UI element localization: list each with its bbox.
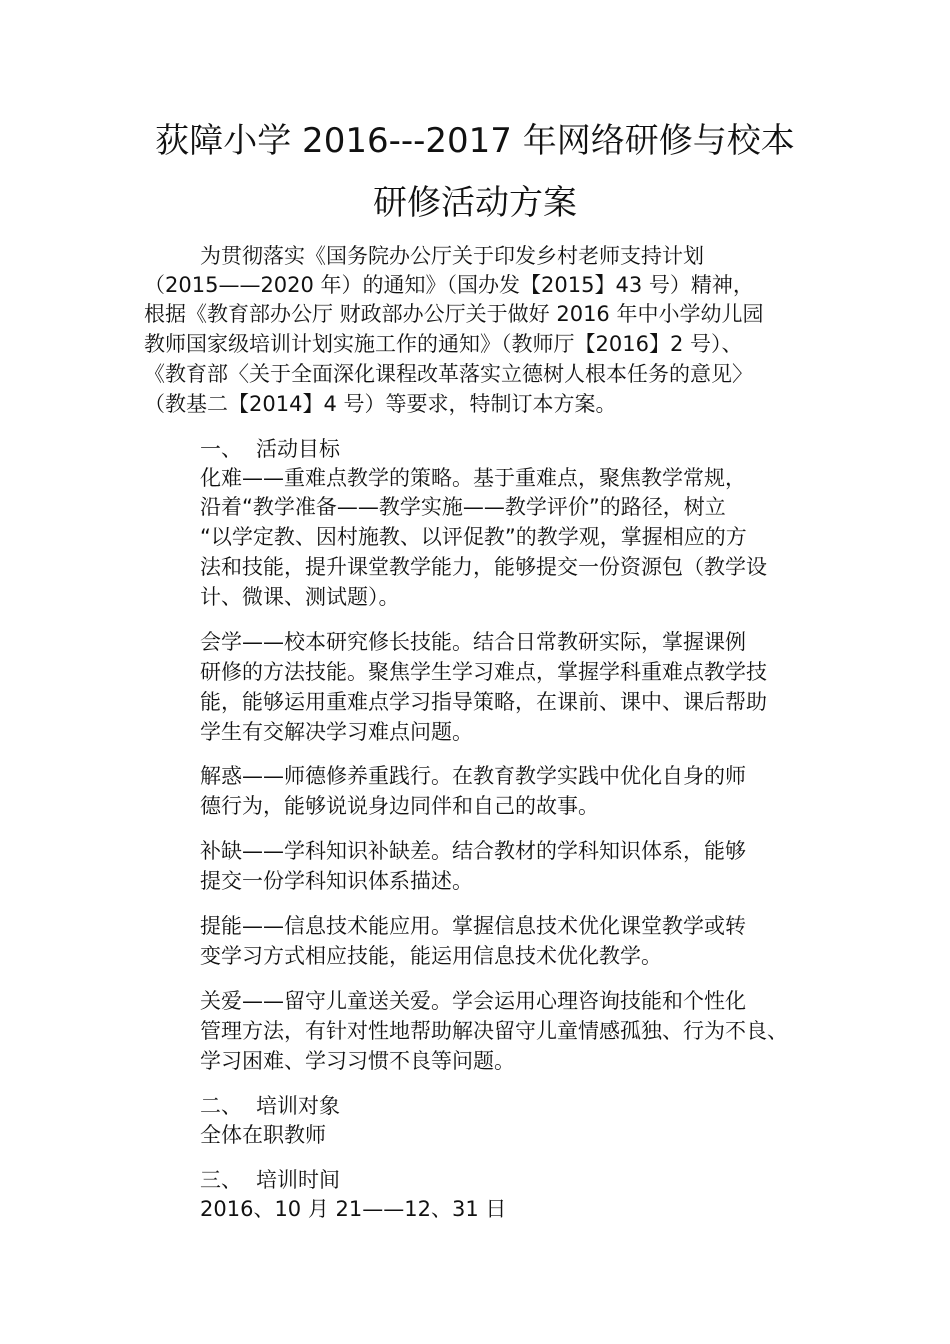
paragraph-line: 研修的方法技能。聚焦学生学习难点，掌握学科重难点教学技 bbox=[200, 660, 767, 684]
section-number: 一、 bbox=[200, 437, 242, 461]
section-heading-text: 培训对象 bbox=[256, 1094, 340, 1118]
paragraph-line: 关爱——留守儿童送关爱。学会运用心理咨询技能和个性化 bbox=[200, 989, 746, 1013]
paragraph-line: 法和技能，提升课堂教学能力，能够提交一份资源包（教学设 bbox=[200, 555, 767, 579]
section-heading-text: 培训时间 bbox=[256, 1168, 340, 1192]
paragraph-line: 全体在职教师 bbox=[200, 1123, 326, 1147]
paragraph-line: 德行为，能够说说身边同伴和自己的故事。 bbox=[200, 794, 599, 818]
section-number: 三、 bbox=[200, 1168, 242, 1192]
paragraph-line: 学生有交解决学习难点问题。 bbox=[200, 720, 473, 744]
intro-line: （2015——2020 年）的通知》（国办发【2015】43 号）精神， bbox=[144, 273, 754, 297]
section-number: 二、 bbox=[200, 1094, 242, 1118]
paragraph-line: 管理方法，有针对性地帮助解决留守儿童情感孤独、行为不良、 bbox=[200, 1019, 788, 1043]
intro-line: 根据《教育部办公厅 财政部办公厅关于做好 2016 年中小学幼儿园 bbox=[144, 302, 764, 326]
paragraph-line: 能，能够运用重难点学习指导策略，在课前、课中、课后帮助 bbox=[200, 690, 767, 714]
section-heading bbox=[200, 436, 340, 462]
section-heading-text: 活动目标 bbox=[256, 437, 340, 461]
paragraph-line: 提交一份学科知识体系描述。 bbox=[200, 869, 473, 893]
paragraph-line: 化难——重难点教学的策略。基于重难点，聚焦教学常规， bbox=[200, 466, 746, 490]
intro-line: 为贯彻落实《国务院办公厅关于印发乡村老师支持计划 bbox=[200, 244, 704, 268]
document-title-line-1: 荻障小学 2016---2017 年网络研修与校本 bbox=[155, 121, 795, 161]
paragraph-line: 会学——校本研究修长技能。结合日常教研实际，掌握课例 bbox=[200, 630, 746, 654]
paragraph-line: 变学习方式相应技能，能运用信息技术优化教学。 bbox=[200, 944, 662, 968]
document-title-line-2: 研修活动方案 bbox=[373, 183, 577, 223]
paragraph-line: 沿着“教学准备——教学实施——教学评价”的路径，树立 bbox=[200, 495, 726, 519]
paragraph-line: 补缺——学科知识补缺差。结合教材的学科知识体系，能够 bbox=[200, 839, 746, 863]
intro-line: 教师国家级培训计划实施工作的通知》（教师厅【2016】2 号）、 bbox=[144, 332, 743, 356]
paragraph-line: 计、微课、测试题）。 bbox=[200, 585, 400, 609]
paragraph-line: 2016、10 月 21——12、31 日 bbox=[200, 1197, 507, 1221]
paragraph-line: “以学定教、因村施教、以评促教”的教学观，掌握相应的方 bbox=[200, 525, 747, 549]
section-heading bbox=[200, 1093, 340, 1119]
section-heading bbox=[200, 1167, 340, 1193]
paragraph-line: 学习困难、学习习惯不良等问题。 bbox=[200, 1049, 515, 1073]
paragraph-line: 提能——信息技术能应用。掌握信息技术优化课堂教学或转 bbox=[200, 914, 746, 938]
paragraph-line: 解惑——师德修养重践行。在教育教学实践中优化自身的师 bbox=[200, 764, 746, 788]
intro-line: （教基二【2014】4 号）等要求，特制订本方案。 bbox=[144, 392, 617, 416]
intro-line: 《教育部〈关于全面深化课程改革落实立德树人根本任务的意见〉 bbox=[144, 362, 753, 386]
